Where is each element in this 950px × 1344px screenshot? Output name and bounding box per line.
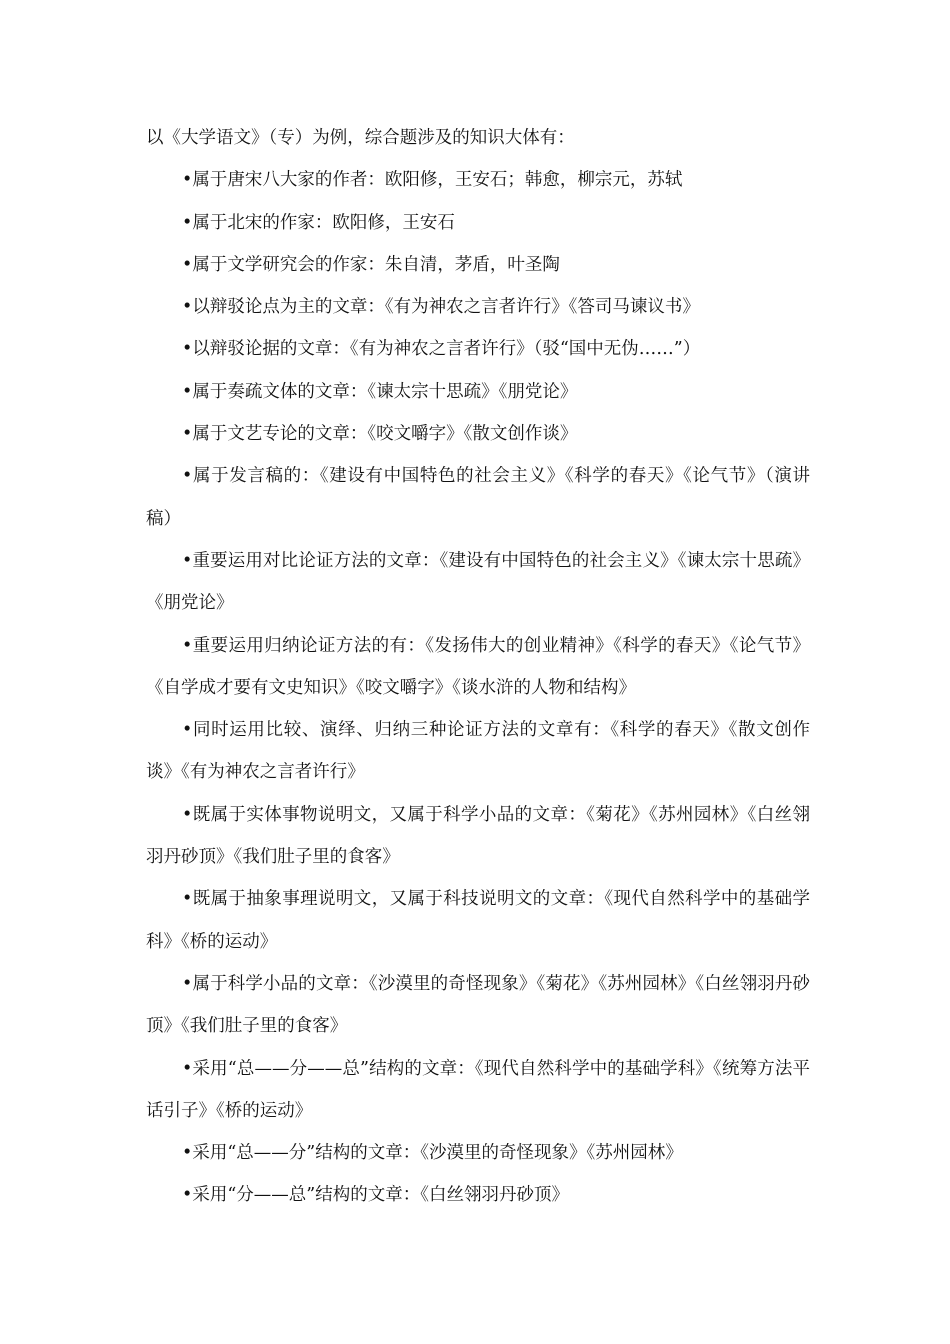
list-item: •属于文艺专论的文章：《咬文嚼字》《散文创作谈》 [182,424,578,445]
intro-paragraph: 以《大学语文》（专）为例，综合题涉及的知识大体有： [146,128,575,148]
list-item: •重要运用归纳论证方法的有：《发扬伟大的创业精神》《科学的春天》《论气节》《自学成才要有文史知识》《咬文嚼字》《谈水浒的人物和结构》 [146,635,810,698]
list-item: •属于科学小品的文章：《沙漠里的奇怪现象》《菊花》《苏州园林》《白丝翎羽丹砂顶》《我们肚子里的食客》 [146,973,810,1037]
list-item: •属于发言稿的：《建设有中国特色的社会主义》《科学的春天》《论气节》（演讲稿） [146,466,810,529]
document-body [146,117,810,1217]
list-item: •采用“总——分”结构的文章：《沙漠里的奇怪现象》《苏州园林》 [182,1143,683,1164]
list-item: •属于唐宋八大家的作者：欧阳修，王安石；韩愈，柳宗元，苏轼 [182,170,683,191]
list-item: •采用“总——分——总”结构的文章：《现代自然科学中的基础学科》《统筹方法平话引子》《桥的运动》 [146,1058,810,1121]
list-item: •以辩驳论据的文章：《有为神农之言者许行》（驳“国中无伪……”） [182,339,701,360]
list-item: •属于文学研究会的作家：朱自清，茅盾，叶圣陶 [182,254,560,275]
list-item: •重要运用对比论证方法的文章：《建设有中国特色的社会主义》《谏太宗十思疏》《朋党论》 [146,550,810,614]
list-item: •属于北宋的作家：欧阳修，王安石 [182,212,455,233]
list-item: •以辩驳论点为主的文章：《有为神农之言者许行》《答司马谏议书》 [182,297,700,318]
list-item: •属于奏疏文体的文章：《谏太宗十思疏》《朋党论》 [182,381,578,402]
list-item: •既属于实体事物说明文，又属于科学小品的文章：《菊花》《苏州园林》《白丝翎羽丹砂顶》《我们肚子里的食客》 [146,804,810,868]
list-item: •采用“分——总”结构的文章：《白丝翎羽丹砂顶》 [182,1185,569,1206]
list-item: •既属于抽象事理说明文，又属于科技说明文的文章：《现代自然科学中的基础学科》《桥的运动》 [146,889,810,952]
list-item: •同时运用比较、演绎、归纳三种论证方法的文章有：《科学的春天》《散文创作谈》《有为神农之言者许行》 [146,720,810,783]
